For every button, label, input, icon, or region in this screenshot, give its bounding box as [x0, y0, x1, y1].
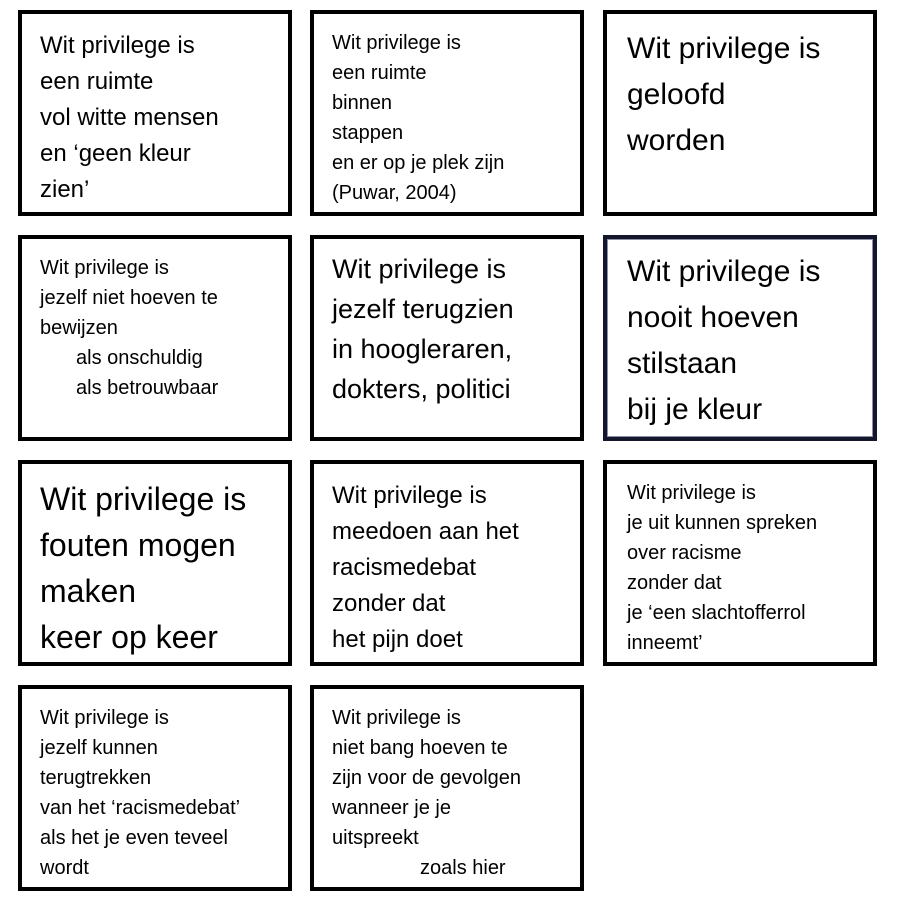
card-line: dokters, politici [332, 374, 511, 404]
card-line: nooit hoeven [627, 301, 799, 334]
card-line: Wit privilege is [332, 707, 461, 729]
privilege-card-1 [18, 10, 292, 216]
card-line: Wit privilege is [627, 255, 821, 288]
card-line: Wit privilege is [40, 257, 169, 279]
card-line: zonder dat [627, 572, 722, 594]
card-line: in hoogleraren, [332, 334, 513, 364]
privilege-card-9 [603, 460, 877, 666]
card-line: Wit privilege is [332, 32, 461, 54]
card-line: Wit privilege is [40, 32, 195, 59]
card-line: over racisme [627, 542, 742, 564]
card-line: binnen [332, 92, 393, 114]
card-line: niet bang hoeven te [332, 737, 508, 759]
privilege-card-2 [310, 10, 584, 216]
privilege-card-11 [310, 685, 584, 891]
card-line: fouten mogen [40, 527, 236, 563]
privilege-card-3 [603, 10, 877, 216]
card-line: en er op je plek zijn [332, 152, 505, 174]
card-line: een ruimte [332, 62, 427, 84]
card-line: keer op keer [40, 619, 218, 655]
card-line: racismedebat [332, 554, 477, 581]
card-line: jezelf niet hoeven te [40, 287, 218, 309]
card-line: inneemt’ [627, 632, 703, 654]
card-line: als onschuldig [76, 347, 203, 369]
card-line: Wit privilege is [627, 32, 821, 65]
card-line: Wit privilege is [40, 707, 169, 729]
card-line: van het ‘racismedebat’ [40, 797, 241, 819]
privilege-card-10 [18, 685, 292, 891]
card-line: zien’ [40, 176, 90, 203]
card-line: Wit privilege is [332, 482, 487, 509]
privilege-card-4 [18, 235, 292, 441]
card-line: terugtrekken [40, 767, 152, 789]
card-line: Wit privilege is [332, 254, 507, 284]
privilege-card-8 [310, 460, 584, 666]
card-line: jezelf terugzien [332, 294, 514, 324]
card-line: je uit kunnen spreken [627, 512, 818, 534]
card-line: maken [40, 573, 137, 609]
card-line: zoals hier [420, 857, 506, 879]
privilege-card-6 [603, 235, 877, 441]
card-line: vol witte mensen [40, 104, 219, 131]
card-line: bewijzen [40, 317, 118, 339]
card-line: en ‘geen kleur [40, 140, 191, 167]
card-line: je ‘een slachtofferrol [627, 602, 806, 624]
card-line: meedoen aan het [332, 518, 519, 545]
card-line: bij je kleur [627, 393, 763, 426]
card-line: als het je even teveel [40, 827, 228, 849]
card-line: geloofd [627, 78, 726, 111]
card-line: jezelf kunnen [40, 737, 158, 759]
card-line: stilstaan [627, 347, 738, 380]
card-line: stappen [332, 122, 404, 144]
card-line: zijn voor de gevolgen [332, 767, 522, 789]
privilege-card-7 [18, 460, 292, 666]
card-line: als betrouwbaar [76, 377, 219, 399]
card-line: het pijn doet [332, 626, 463, 653]
card-line: zonder dat [332, 590, 446, 617]
privilege-card-5 [310, 235, 584, 441]
card-line: Wit privilege is [40, 481, 247, 517]
card-line: wanneer je je [332, 797, 451, 819]
card-line: worden [627, 124, 726, 157]
card-line: uitspreekt [332, 827, 419, 849]
card-line: Wit privilege is [627, 482, 756, 504]
card-line: wordt [40, 857, 89, 879]
card-line: (Puwar, 2004) [332, 182, 457, 204]
card-line: een ruimte [40, 68, 154, 95]
